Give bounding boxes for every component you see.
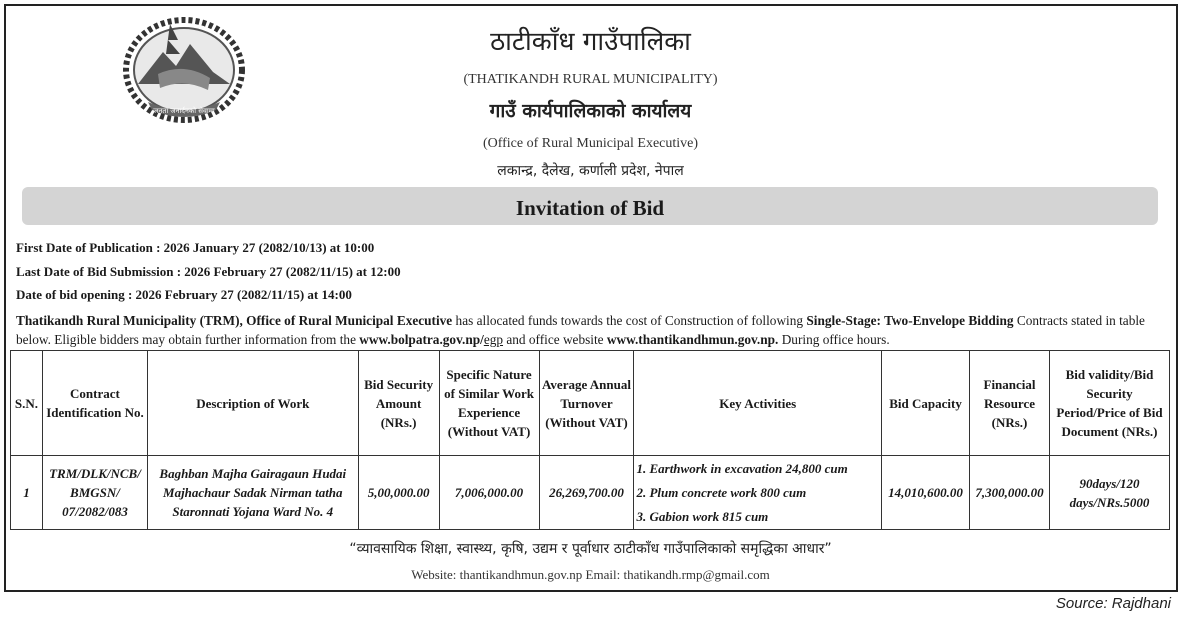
cell-sn: 1 [11, 456, 43, 530]
bolpatra-link[interactable]: www.bolpatra.gov.np/ [359, 332, 484, 347]
opening-date: Date of bid opening : 2026 February 27 (2082/11/15) at 14:00 [16, 287, 352, 302]
slogan-np: “व्यावसायिक शिक्षा, स्वास्थ्य, कृषि, उद्यम र पूर्वाधार ठाटीकाँध गाउँपालिकाको समृद्धिका आधार” [349, 541, 832, 557]
bid-table [10, 350, 1170, 530]
cell-key-activities [634, 456, 882, 530]
municipality-title-np: ठाटीकाँध गाउँपालिका [490, 27, 691, 57]
cell-bid-validity: 90days/120 days/NRs.5000 [1050, 456, 1170, 530]
cell-financial-resource: 7,300,000.00 [970, 456, 1050, 530]
cell-experience: 7,006,000.00 [439, 456, 539, 530]
table-row [11, 456, 1170, 530]
publication-date: First Date of Publication : 2026 January 27 (2082/10/13) at 10:00 [16, 240, 375, 255]
header-contract-id: Contract Identification No. [42, 351, 147, 456]
header-turnover: Average Annual Turnover (Without VAT) [539, 351, 634, 456]
para-text-3: and office website [503, 332, 607, 347]
para-text-2: Contracts stated in table below. Eligible bidders may obtain further information from the [16, 313, 1145, 347]
municipality-title-en: (THATIKANDH RURAL MUNICIPALITY) [463, 72, 718, 87]
cell-bid-security: 5,00,000.00 [358, 456, 439, 530]
header-financial-resource: Financial Resource (NRs.) [970, 351, 1050, 456]
office-website-link[interactable]: www.thantikandhmun.gov.np. [606, 332, 779, 347]
cell-bid-capacity: 14,010,600.00 [882, 456, 970, 530]
notice-title: Invitation of Bid [515, 196, 665, 220]
activity-item: 1. Earthwork in excavation 24,800 cum [636, 460, 848, 476]
cell-turnover: 26,269,700.00 [539, 456, 634, 530]
egp-link[interactable]: egp [483, 332, 504, 347]
address-np: लकान्द्र, दैलेख, कर्णाली प्रदेश, नेपाल [497, 163, 684, 179]
office-title-np: गाउँ कार्यपालिकाको कार्यालय [489, 100, 692, 122]
para-bold-1: Thatikandh Rural Municipality (TRM), Office of Rural Municipal Executive [16, 313, 453, 328]
table-header-row [11, 351, 1170, 456]
cell-contract-id: TRM/DLK/NCB/ BMGSN/ 07/2082/083 [42, 456, 147, 530]
activity-item: 2. Plum concrete work 800 cum [636, 484, 807, 500]
logo-caption: जनता जनार्दनको सेवामा [153, 107, 215, 115]
header-sn: S.N. [11, 351, 43, 456]
header-experience: Specific Nature of Similar Work Experience (Without VAT) [439, 351, 539, 456]
header-description: Description of Work [147, 351, 358, 456]
header-key-activities: Key Activities [634, 351, 882, 456]
activity-item: 3. Gabion work 815 cum [636, 508, 769, 524]
source-credit: Source: Rajdhani [1055, 595, 1171, 612]
contact-line: Website: thantikandhmun.gov.np Email: thatikandh.rmp@gmail.com [411, 567, 770, 582]
header-bid-validity: Bid validity/Bid Security Period/Price of Bid Document (NRs.) [1050, 351, 1170, 456]
para-text-1: has allocated funds towards the cost of Construction of following [452, 313, 807, 328]
submission-date: Last Date of Bid Submission : 2026 February 27 (2082/11/15) at 12:00 [16, 264, 401, 279]
header-bid-security: Bid Security Amount (NRs.) [358, 351, 439, 456]
para-bold-2: Single-Stage: Two-Envelope Bidding [806, 313, 1014, 328]
cell-description: Baghban Majha Gairagaun Hudai Majhachaur Sadak Nirman tatha Staronnati Yojana Ward No. 4 [147, 456, 358, 530]
para-text-4: During office hours. [778, 332, 890, 347]
header-bid-capacity: Bid Capacity [882, 351, 970, 456]
office-title-en: (Office of Rural Municipal Executive) [482, 136, 699, 151]
notice-paragraph [16, 311, 1170, 349]
